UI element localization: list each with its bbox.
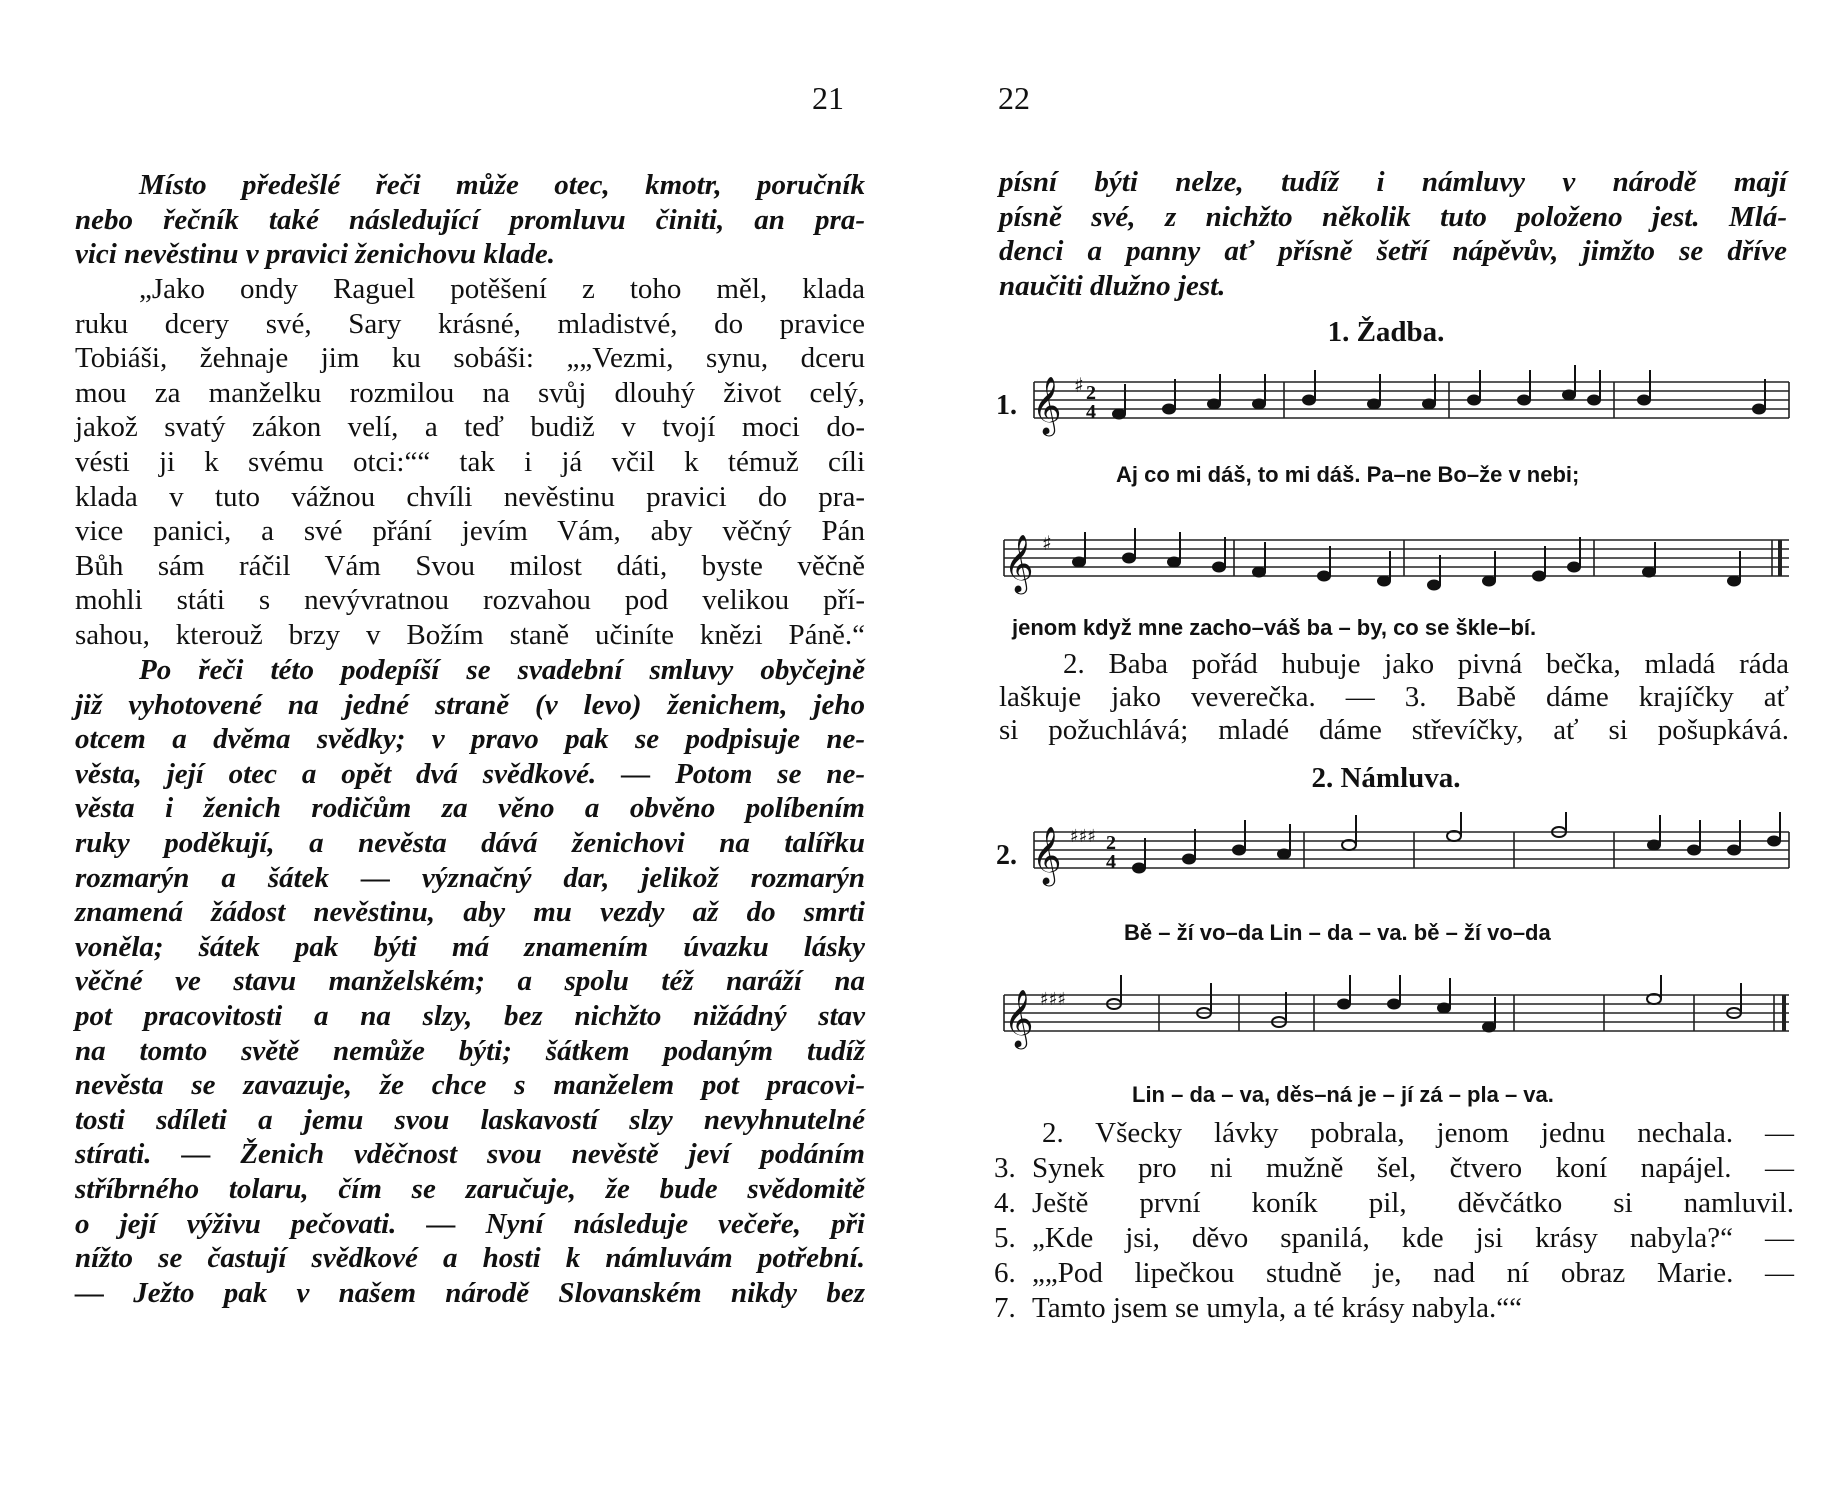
song-number: 2. [996,840,1017,871]
verse-row [994,1291,1794,1326]
text-line: Místo předešlé řeči může otec, kmotr, poručník [139,169,865,201]
svg-text:𝄞: 𝄞 [1032,376,1062,434]
text-line: vice panici, a své přání jevím Vám, aby věčný Pán [75,515,865,548]
music-staff-svg [994,362,1794,442]
right-page [924,0,1848,1500]
song-title: 2. Námluva. [1311,762,1461,794]
text-line: voněla; šátek pak býti má znamením úvazku lásky [75,930,865,963]
lyrics-line: Lin – da – va, děs–ná je – jí zá – pla – va. [1132,1082,1554,1107]
music-staff-svg [994,975,1794,1055]
text-line: písně své, z nichžto několik tuto položeno jest. Mlá- [999,200,1787,233]
svg-text:♯: ♯ [1074,373,1084,397]
intro-paragraph [999,165,1787,303]
svg-text:♯♯♯: ♯♯♯ [1040,989,1067,1010]
text-line: denci a panny ať přísně šetří nápěvův, jimžto se dříve [999,235,1787,268]
text-line: nevěsta se zavazuje, že chce s manželem pot pracovi- [75,1069,865,1102]
text-line: otcem a dvěma svědky; v pravo pak se podpisuje ne- [75,723,865,756]
verse-text: Synek pro ni mužně šel, čtvero koní napájel. — [1032,1152,1794,1184]
svg-text:4: 4 [1106,851,1116,873]
svg-text:𝄞: 𝄞 [1004,534,1034,592]
song2-verses [994,1116,1794,1326]
svg-text:𝄞: 𝄞 [1004,989,1034,1047]
text-line: již vyhotovené na jedné straně (v levo) ženichem, jeho [75,688,865,721]
verse-text: „Kde jsi, děvo spanilá, kde jsi krásy nabyla?“ — [1032,1222,1794,1254]
music-staff-svg [994,812,1794,892]
verse-line: si požuchlává; mladé dáme střevíčky, ať si pošupkává. [999,714,1789,746]
verse-row [994,1256,1794,1291]
song1-verses [999,648,1789,747]
text-line: Bůh sám ráčil Vám Svou milost dáti, byste věčně [75,549,865,582]
text-line: mou za manželku rozmilou na svůj dlouhý život celý, [75,376,865,409]
verse-text: Ještě první koník pil, děvčátko si namluvil. [1032,1187,1794,1219]
text-line: o její výživu pečovati. — Nyní následuje večeře, při [75,1207,865,1240]
text-line: Tobiáši, žehnaje jim ku sobáši: „„Vezmi, synu, dceru [75,342,865,375]
svg-text:♯♯♯: ♯♯♯ [1070,826,1097,847]
music-staff [994,812,1794,892]
song-number: 1. [996,390,1017,421]
svg-text:4: 4 [1086,401,1096,423]
lyrics-line: Aj co mi dáš, to mi dáš. Pa–ne Bo–že v nebi; [1116,462,1580,487]
text-line: na tomto světě nemůže býti; šátkem podaným tudíž [75,1034,865,1067]
verse-number: 7. [994,1292,1016,1324]
text-line: věsta i ženich rodičům za věno a obvěno políbením [75,792,865,825]
text-line: naučiti dlužno jest. [999,269,1226,302]
text-line: vésti ji k svému otci:““ tak i já včil k témuž cíli [75,445,865,478]
text-line: věčné ve stavu manželském; a spolu též naráží na [75,965,865,998]
verse-text: Tamto jsem se umyla, a té krásy nabyla.““ [1032,1292,1522,1324]
text-line: znamená žádost nevěstinu, aby mu vezdy až do smrti [75,896,865,929]
text-line: nížto se častují svědkové a hosti k námluvám potřební. [75,1242,865,1275]
text-line: stírati. — Ženich vděčnost svou nevěstě jeví podáním [75,1138,865,1171]
verse-line: laškuje jako veverečka. — 3. Babě dáme krajíčky ať [999,681,1789,713]
svg-text:2: 2 [1106,832,1116,854]
text-line: mohli státi s nevývratnou rozvahou pod velikou pří- [75,584,865,617]
music-staff [994,520,1794,600]
verse-number: 4. [994,1187,1016,1219]
verse-row [994,1221,1794,1256]
verse-number: 3. [994,1152,1016,1184]
svg-text:𝄞: 𝄞 [1032,826,1062,884]
after-paragraph [75,653,865,1310]
text-line: věsta, její otec a opět dvá svědkové. — Potom se ne- [75,757,865,790]
speech-paragraph [75,272,865,653]
verse-number: 5. [994,1222,1016,1254]
music-staff [994,362,1794,442]
text-line: písní býti nelze, tudíž i námluvy v národě mají [999,166,1787,198]
lyrics-line: Bě – ží vo–da Lin – da – va. bě – ží vo–da [1124,920,1551,945]
text-line: tosti sdíleti a jemu svou laskavostí slzy nevyhnutelné [75,1103,865,1136]
svg-text:♯: ♯ [1042,531,1052,555]
verse-number: 6. [994,1257,1016,1289]
text-line: klada v tuto vážnou chvíli nevěstinu pravici do pra- [75,480,865,513]
verse-row [994,1151,1794,1186]
text-line: pot pracovitosti a na slzy, bez nichžto nižádný stav [75,999,865,1032]
page-number-left: 21 [812,80,844,116]
music-staff [994,975,1794,1055]
intro-paragraph [75,168,865,272]
verse-text: 2. Všecky lávky pobrala, jenom jednu nechala. — [1042,1117,1794,1149]
music-staff-svg [994,520,1794,600]
text-line: rozmarýn a šátek — význačný dar, jelikož rozmarýn [75,861,865,894]
text-line: ruky poděkují, a nevěsta dává ženichovi na talířku [75,826,865,859]
svg-text:2: 2 [1086,382,1096,404]
verse-row [994,1116,1794,1151]
song-title: 1. Žadba. [1327,316,1445,348]
verse-line: 2. Baba pořád hubuje jako pivná bečka, mladá ráda [1063,648,1789,680]
text-line: „Jako ondy Raguel potěšení z toho měl, klada [139,273,865,305]
text-line: jakož svatý zákon velí, a teď budiž v tvojí moci do- [75,411,865,444]
text-line: Po řeči této podepíší se svadební smluvy obyčejně [139,654,865,686]
verse-row [994,1186,1794,1221]
text-line: — Ježto pak v našem národě Slovanském nikdy bez [75,1276,865,1309]
text-line: vici nevěstinu v pravici ženichovu klade. [75,238,556,271]
text-line: nebo řečník také následující promluvu činiti, an pra- [75,203,865,236]
text-line: ruku dcery své, Sary krásné, mladistvé, do pravice [75,307,865,340]
verse-text: „„Pod lipečkou studně je, nad ní obraz Marie. — [1032,1257,1794,1289]
text-line: stříbrného tolaru, čím se zaručuje, že bude svědomitě [75,1172,865,1205]
page-number-right: 22 [998,80,1030,116]
text-line: sahou, kterouž brzy v Božím staně učiníte knězi Páně.“ [75,618,865,651]
lyrics-line: jenom když mne zacho–váš ba – by, co se škle–bí. [1012,615,1537,640]
